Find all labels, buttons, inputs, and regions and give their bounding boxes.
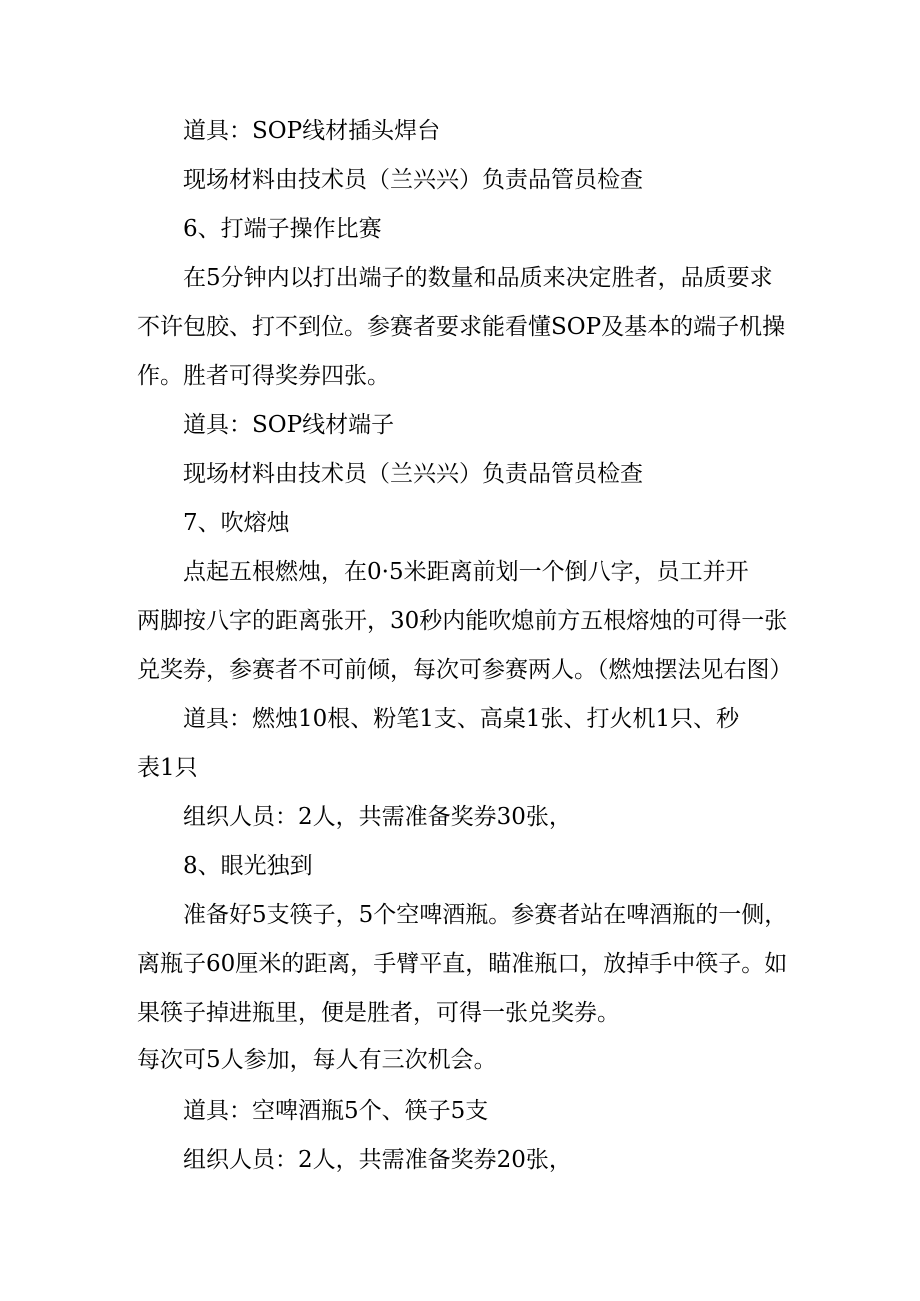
body-text-line: 点起五根燃烛，在0·5米距离前划一个倒八字，员工并开 [183, 559, 749, 585]
body-text-line: 在5分钟内以打出端子的数量和品质来决定胜者，品质要求 [183, 265, 773, 291]
prop-list-line: 道具：空啤酒瓶5个、筷子5支 [183, 1098, 489, 1124]
prop-list-line: 道具：SOP线材插头焊台 [183, 118, 441, 144]
body-text-line: 兑奖券，参赛者不可前倾，每次可参赛两人。（燃烛摆法见右图） [137, 657, 793, 683]
body-text-line: 不许包胶、打不到位。参赛者要求能看懂SOP及基本的端子机操 [137, 314, 786, 340]
prop-list-line: 道具：燃烛10根、粉笔1支、高桌1张、打火机1只、秒 [183, 706, 740, 732]
body-text-line: 作。胜者可得奖券四张。 [137, 363, 390, 389]
prop-list-line: 表1只 [137, 755, 198, 781]
inspection-note-line: 现场材料由技术员（兰兴兴）负责品管员检查 [183, 461, 643, 487]
organizer-note-line: 组织人员：2人，共需准备奖券20张， [183, 1147, 572, 1173]
body-text-line: 准备好5支筷子，5个空啤酒瓶。参赛者站在啤酒瓶的一侧， [183, 902, 788, 928]
organizer-note-line: 组织人员：2人，共需准备奖券30张， [183, 804, 572, 830]
section-heading: 8、眼光独到 [183, 853, 313, 879]
body-text-line: 离瓶子60厘米的距离，手臂平直，瞄准瓶口，放掉手中筷子。如 [137, 951, 788, 977]
prop-list-line: 道具：SOP线材端子 [183, 412, 395, 438]
section-heading: 6、打端子操作比赛 [183, 216, 382, 242]
body-text-line: 两脚按八字的距离张开，30秒内能吹熄前方五根熔烛的可得一张 [137, 608, 788, 634]
inspection-note-line: 现场材料由技术员（兰兴兴）负责品管员检查 [183, 167, 643, 193]
body-text-line: 每次可5人参加，每人有三次机会。 [137, 1047, 497, 1073]
section-heading: 7、吹熔烛 [183, 510, 290, 536]
body-text-line: 果筷子掉进瓶里，便是胜者，可得一张兑奖券。 [137, 1000, 620, 1026]
